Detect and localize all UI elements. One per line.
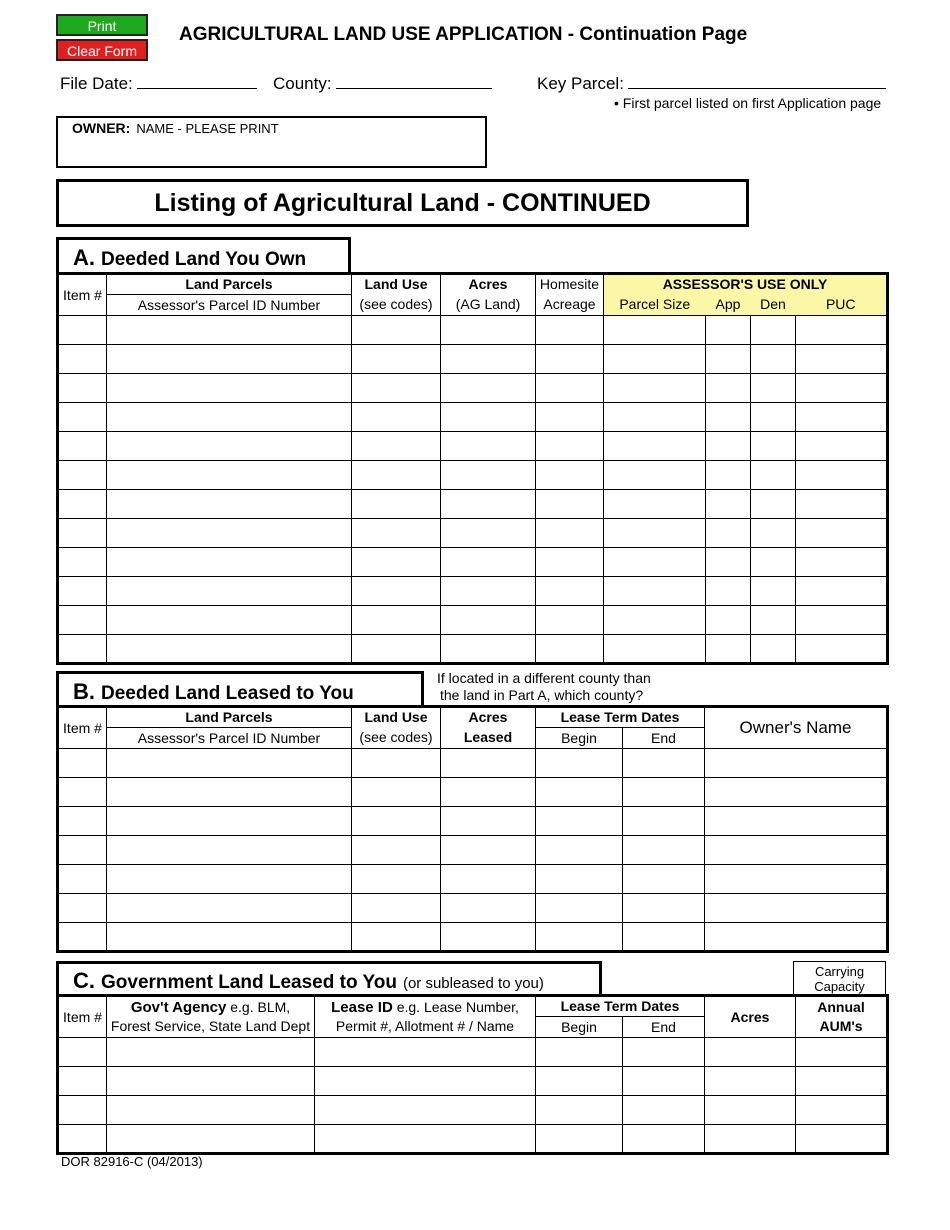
table-row — [58, 836, 888, 865]
annual-label: Annual — [817, 999, 865, 1015]
table-row — [58, 403, 888, 432]
table-cell-input[interactable] — [441, 577, 536, 606]
table-cell-input[interactable] — [352, 519, 441, 548]
table-cell-input[interactable] — [796, 1125, 888, 1154]
col-puc: PUC — [796, 295, 888, 316]
table-cell-input[interactable] — [536, 778, 623, 807]
table-cell-input[interactable] — [352, 923, 441, 952]
table-row — [58, 374, 888, 403]
table-row — [58, 865, 888, 894]
col-assessors-use: ASSESSOR'S USE ONLY — [604, 274, 888, 295]
table-cell-input[interactable] — [58, 432, 107, 461]
table-cell-input[interactable] — [352, 461, 441, 490]
table-cell-input[interactable] — [604, 548, 706, 577]
table-row — [58, 1096, 888, 1125]
table-cell-input[interactable] — [796, 374, 888, 403]
section-c-title: Government Land Leased to You — [101, 972, 397, 993]
table-cell-input[interactable] — [441, 490, 536, 519]
section-c-letter: C. — [73, 968, 95, 993]
col-lease-term: Lease Term Dates — [536, 707, 705, 728]
table-cell-input[interactable] — [107, 1125, 315, 1154]
table-row — [58, 923, 888, 952]
owner-label-text: OWNER: — [72, 120, 131, 136]
table-cell-input[interactable] — [441, 749, 536, 778]
table-cell-input[interactable] — [604, 461, 706, 490]
table-cell-input[interactable] — [441, 778, 536, 807]
table-cell-input[interactable] — [58, 374, 107, 403]
table-cell-input[interactable] — [315, 1067, 536, 1096]
file-date-label: File Date: — [60, 74, 133, 93]
table-row — [58, 316, 888, 345]
col-den: Den — [751, 295, 796, 316]
table-cell-input[interactable] — [58, 1038, 107, 1067]
owner-sublabel: NAME - PLEASE PRINT — [136, 121, 279, 136]
table-cell-input[interactable] — [536, 374, 604, 403]
table-cell-input[interactable] — [58, 778, 107, 807]
table-cell-input[interactable] — [604, 606, 706, 635]
table-cell-input[interactable] — [58, 923, 107, 952]
table-cell-input[interactable] — [536, 1067, 623, 1096]
table-cell-input[interactable] — [751, 548, 796, 577]
table-cell-input[interactable] — [796, 490, 888, 519]
table-cell-input[interactable] — [107, 923, 352, 952]
table-cell-input[interactable] — [352, 836, 441, 865]
table-row — [58, 577, 888, 606]
table-cell-input[interactable] — [107, 1038, 315, 1067]
col-acres: Acres — [705, 996, 796, 1038]
table-cell-input[interactable] — [536, 923, 623, 952]
table-cell-input[interactable] — [796, 461, 888, 490]
table-row — [58, 432, 888, 461]
table-cell-input[interactable] — [58, 461, 107, 490]
col-see-codes: (see codes) — [352, 295, 441, 316]
govt-agency-example: e.g. BLM, — [230, 999, 291, 1015]
key-parcel-input[interactable] — [628, 75, 886, 89]
table-cell-input[interactable] — [751, 461, 796, 490]
col-acreage: Acreage — [536, 295, 604, 316]
table-row — [58, 807, 888, 836]
table-cell-input[interactable] — [796, 1067, 888, 1096]
table-cell-input[interactable] — [751, 374, 796, 403]
col-item: Item # — [58, 274, 107, 316]
table-cell-input[interactable] — [536, 432, 604, 461]
table-cell-input[interactable] — [441, 345, 536, 374]
table-cell-input[interactable] — [441, 316, 536, 345]
table-cell-input[interactable] — [604, 432, 706, 461]
table-row — [58, 894, 888, 923]
table-cell-input[interactable] — [107, 606, 352, 635]
table-cell-input[interactable] — [107, 778, 352, 807]
table-cell-input[interactable] — [352, 490, 441, 519]
table-cell-input[interactable] — [536, 635, 604, 664]
table-cell-input[interactable] — [536, 403, 604, 432]
section-a-table — [56, 272, 889, 665]
table-cell-input[interactable] — [706, 345, 751, 374]
col-lease-id — [315, 996, 536, 1038]
table-cell-input[interactable] — [796, 403, 888, 432]
carrying-capacity-label — [793, 961, 886, 995]
table-cell-input[interactable] — [58, 403, 107, 432]
file-date-field — [60, 74, 257, 94]
table-cell-input[interactable] — [107, 316, 352, 345]
table-cell-input[interactable] — [751, 432, 796, 461]
table-cell-input[interactable] — [441, 635, 536, 664]
table-cell-input[interactable] — [107, 577, 352, 606]
table-cell-input[interactable] — [623, 1067, 705, 1096]
table-cell-input[interactable] — [441, 894, 536, 923]
table-cell-input[interactable] — [352, 749, 441, 778]
owner-label — [72, 120, 279, 136]
table-cell-input[interactable] — [352, 403, 441, 432]
table-cell-input[interactable] — [796, 1096, 888, 1125]
table-cell-input[interactable] — [705, 894, 888, 923]
lease-id-label: Lease ID — [331, 999, 393, 1016]
section-b-letter: B. — [73, 679, 95, 704]
table-cell-input[interactable] — [536, 807, 623, 836]
table-cell-input[interactable] — [58, 836, 107, 865]
county-field — [273, 74, 492, 94]
table-row — [58, 606, 888, 635]
table-row — [58, 1067, 888, 1096]
col-end: End — [623, 1017, 705, 1038]
table-cell-input[interactable] — [58, 894, 107, 923]
col-acres: Acres — [441, 274, 536, 295]
table-cell-input[interactable] — [107, 403, 352, 432]
table-cell-input[interactable] — [623, 778, 705, 807]
table-cell-input[interactable] — [441, 606, 536, 635]
table-cell-input[interactable] — [536, 1125, 623, 1154]
table-cell-input[interactable] — [441, 403, 536, 432]
table-cell-input[interactable] — [536, 345, 604, 374]
table-cell-input[interactable] — [441, 548, 536, 577]
table-cell-input[interactable] — [796, 519, 888, 548]
table-cell-input[interactable] — [796, 345, 888, 374]
table-cell-input[interactable] — [536, 316, 604, 345]
table-cell-input[interactable] — [315, 1125, 536, 1154]
govt-agency-label: Gov't Agency — [130, 999, 227, 1016]
table-cell-input[interactable] — [705, 807, 888, 836]
table-cell-input[interactable] — [751, 635, 796, 664]
table-cell-input[interactable] — [536, 1096, 623, 1125]
table-cell-input[interactable] — [705, 1125, 796, 1154]
county-question-line-1: If located in a different county than — [437, 670, 651, 686]
clear-form-button[interactable]: Clear Form — [56, 39, 148, 61]
col-govt-agency — [107, 996, 315, 1038]
col-ag-land: (AG Land) — [441, 295, 536, 316]
file-date-input[interactable] — [137, 75, 257, 89]
col-item: Item # — [58, 707, 107, 749]
table-cell-input[interactable] — [536, 548, 604, 577]
table-cell-input[interactable] — [352, 894, 441, 923]
table-cell-input[interactable] — [796, 635, 888, 664]
col-item: Item # — [58, 996, 107, 1038]
table-cell-input[interactable] — [706, 519, 751, 548]
table-row — [58, 1125, 888, 1154]
col-app: App — [706, 295, 751, 316]
table-cell-input[interactable] — [706, 548, 751, 577]
table-cell-input[interactable] — [604, 577, 706, 606]
table-cell-input[interactable] — [536, 1038, 623, 1067]
table-cell-input[interactable] — [536, 894, 623, 923]
table-cell-input[interactable] — [705, 923, 888, 952]
table-cell-input[interactable] — [604, 490, 706, 519]
table-cell-input[interactable] — [623, 749, 705, 778]
table-cell-input[interactable] — [58, 316, 107, 345]
table-cell-input[interactable] — [623, 1096, 705, 1125]
table-cell-input[interactable] — [107, 432, 352, 461]
table-cell-input[interactable] — [706, 490, 751, 519]
table-cell-input[interactable] — [623, 894, 705, 923]
table-cell-input[interactable] — [107, 345, 352, 374]
table-row — [58, 749, 888, 778]
table-cell-input[interactable] — [706, 577, 751, 606]
listing-title: Listing of Agricultural Land - CONTINUED — [56, 179, 749, 227]
table-cell-input[interactable] — [623, 807, 705, 836]
key-parcel-note: • First parcel listed on first Application page — [614, 95, 882, 111]
col-leased: Leased — [441, 728, 536, 749]
section-b-title: Deeded Land Leased to You — [101, 683, 354, 704]
carrying-capacity-line-1: Carrying — [814, 964, 865, 979]
table-cell-input[interactable] — [604, 635, 706, 664]
table-cell-input[interactable] — [536, 461, 604, 490]
section-a-title: Deeded Land You Own — [101, 249, 307, 270]
col-see-codes: (see codes) — [352, 728, 441, 749]
section-c-table — [56, 994, 889, 1155]
table-cell-input[interactable] — [441, 432, 536, 461]
table-cell-input[interactable] — [604, 403, 706, 432]
section-b-county-question — [437, 670, 651, 704]
table-cell-input[interactable] — [706, 635, 751, 664]
govt-agency-example-2: Forest Service, State Land Dept — [110, 1018, 311, 1034]
table-cell-input[interactable] — [751, 490, 796, 519]
table-cell-input[interactable] — [107, 374, 352, 403]
col-annual-aums — [796, 996, 888, 1038]
table-cell-input[interactable] — [796, 577, 888, 606]
table-cell-input[interactable] — [107, 635, 352, 664]
col-begin: Begin — [536, 728, 623, 749]
lease-id-example-2: Permit #, Allotment # / Name — [335, 1018, 515, 1034]
table-cell-input[interactable] — [441, 807, 536, 836]
section-c-subtitle: (or subleased to you) — [402, 975, 544, 992]
table-cell-input[interactable] — [107, 894, 352, 923]
section-b-header — [56, 671, 424, 707]
table-cell-input[interactable] — [536, 519, 604, 548]
table-cell-input[interactable] — [58, 1125, 107, 1154]
table-cell-input[interactable] — [107, 1096, 315, 1125]
table-cell-input[interactable] — [58, 345, 107, 374]
table-cell-input[interactable] — [352, 316, 441, 345]
table-cell-input[interactable] — [352, 432, 441, 461]
table-cell-input[interactable] — [352, 807, 441, 836]
table-cell-input[interactable] — [315, 1038, 536, 1067]
col-parcel-id: Assessor's Parcel ID Number — [107, 295, 352, 316]
table-cell-input[interactable] — [623, 836, 705, 865]
table-cell-input[interactable] — [536, 606, 604, 635]
county-label: County: — [273, 74, 332, 93]
table-cell-input[interactable] — [58, 749, 107, 778]
table-cell-input[interactable] — [107, 836, 352, 865]
table-cell-input[interactable] — [751, 345, 796, 374]
table-cell-input[interactable] — [315, 1096, 536, 1125]
col-land-parcels: Land Parcels — [107, 274, 352, 295]
col-homesite: Homesite — [536, 274, 604, 295]
table-cell-input[interactable] — [352, 374, 441, 403]
table-cell-input[interactable] — [58, 635, 107, 664]
table-cell-input[interactable] — [796, 606, 888, 635]
table-cell-input[interactable] — [58, 490, 107, 519]
table-cell-input[interactable] — [796, 548, 888, 577]
section-c-header — [56, 961, 602, 995]
table-row — [58, 461, 888, 490]
table-cell-input[interactable] — [352, 635, 441, 664]
table-cell-input[interactable] — [706, 461, 751, 490]
table-cell-input[interactable] — [604, 316, 706, 345]
col-begin: Begin — [536, 1017, 623, 1038]
print-button[interactable]: Print — [56, 14, 148, 36]
table-cell-input[interactable] — [705, 1038, 796, 1067]
table-cell-input[interactable] — [441, 865, 536, 894]
table-cell-input[interactable] — [796, 432, 888, 461]
key-parcel-field — [537, 74, 886, 94]
county-question-line-2: the land in Part A, which county? — [440, 687, 644, 703]
table-cell-input[interactable] — [751, 606, 796, 635]
table-cell-input[interactable] — [705, 865, 888, 894]
table-row — [58, 1038, 888, 1067]
table-cell-input[interactable] — [623, 1038, 705, 1067]
table-row — [58, 345, 888, 374]
table-cell-input[interactable] — [107, 461, 352, 490]
section-a-letter: A. — [73, 245, 95, 270]
aums-label: AUM's — [819, 1018, 863, 1034]
table-cell-input[interactable] — [352, 606, 441, 635]
table-cell-input[interactable] — [705, 1067, 796, 1096]
table-cell-input[interactable] — [705, 1096, 796, 1125]
col-land-use: Land Use — [352, 707, 441, 728]
table-cell-input[interactable] — [706, 432, 751, 461]
col-owners-name: Owner's Name — [705, 707, 888, 749]
table-cell-input[interactable] — [107, 548, 352, 577]
table-row — [58, 548, 888, 577]
table-cell-input[interactable] — [58, 1067, 107, 1096]
table-cell-input[interactable] — [58, 519, 107, 548]
table-cell-input[interactable] — [58, 1096, 107, 1125]
form-number: DOR 82916-C (04/2013) — [61, 1154, 203, 1169]
col-lease-term: Lease Term Dates — [536, 996, 705, 1017]
table-cell-input[interactable] — [536, 865, 623, 894]
carrying-capacity-line-2: Capacity — [814, 979, 865, 994]
table-cell-input[interactable] — [623, 1125, 705, 1154]
table-cell-input[interactable] — [705, 749, 888, 778]
col-end: End — [623, 728, 705, 749]
table-cell-input[interactable] — [352, 548, 441, 577]
table-cell-input[interactable] — [58, 606, 107, 635]
table-cell-input[interactable] — [352, 778, 441, 807]
table-cell-input[interactable] — [536, 749, 623, 778]
table-cell-input[interactable] — [107, 749, 352, 778]
col-parcel-id: Assessor's Parcel ID Number — [107, 728, 352, 749]
table-cell-input[interactable] — [58, 548, 107, 577]
table-cell-input[interactable] — [536, 490, 604, 519]
col-acres: Acres — [441, 707, 536, 728]
owner-name-box[interactable] — [56, 116, 487, 168]
table-cell-input[interactable] — [536, 577, 604, 606]
table-cell-input[interactable] — [751, 577, 796, 606]
table-cell-input[interactable] — [623, 923, 705, 952]
table-cell-input[interactable] — [751, 519, 796, 548]
table-cell-input[interactable] — [441, 374, 536, 403]
table-cell-input[interactable] — [796, 1038, 888, 1067]
table-cell-input[interactable] — [352, 345, 441, 374]
table-row — [58, 490, 888, 519]
lease-id-example: e.g. Lease Number, — [396, 999, 519, 1015]
county-input[interactable] — [336, 75, 492, 89]
section-a-header — [56, 237, 351, 273]
table-cell-input[interactable] — [107, 807, 352, 836]
table-cell-input[interactable] — [107, 519, 352, 548]
key-parcel-label: Key Parcel: — [537, 74, 624, 93]
table-cell-input[interactable] — [58, 577, 107, 606]
table-row — [58, 519, 888, 548]
table-cell-input[interactable] — [107, 1067, 315, 1096]
table-cell-input[interactable] — [107, 865, 352, 894]
table-cell-input[interactable] — [604, 374, 706, 403]
section-b-table — [56, 705, 889, 953]
table-cell-input[interactable] — [623, 865, 705, 894]
table-cell-input[interactable] — [441, 923, 536, 952]
table-cell-input[interactable] — [441, 461, 536, 490]
table-cell-input[interactable] — [604, 519, 706, 548]
table-cell-input[interactable] — [107, 490, 352, 519]
table-cell-input[interactable] — [706, 374, 751, 403]
table-cell-input[interactable] — [58, 865, 107, 894]
table-cell-input[interactable] — [536, 836, 623, 865]
table-cell-input[interactable] — [706, 403, 751, 432]
table-cell-input[interactable] — [441, 519, 536, 548]
table-row — [58, 635, 888, 664]
table-cell-input[interactable] — [706, 316, 751, 345]
page-title: AGRICULTURAL LAND USE APPLICATION - Continuation Page — [179, 24, 748, 45]
col-land-use: Land Use — [352, 274, 441, 295]
table-cell-input[interactable] — [352, 865, 441, 894]
table-cell-input[interactable] — [58, 807, 107, 836]
table-cell-input[interactable] — [706, 606, 751, 635]
table-cell-input[interactable] — [796, 316, 888, 345]
table-cell-input[interactable] — [705, 836, 888, 865]
table-cell-input[interactable] — [705, 778, 888, 807]
table-cell-input[interactable] — [751, 316, 796, 345]
col-parcel-size: Parcel Size — [604, 295, 706, 316]
table-row — [58, 778, 888, 807]
table-cell-input[interactable] — [604, 345, 706, 374]
table-cell-input[interactable] — [441, 836, 536, 865]
table-cell-input[interactable] — [352, 577, 441, 606]
col-land-parcels: Land Parcels — [107, 707, 352, 728]
table-cell-input[interactable] — [751, 403, 796, 432]
